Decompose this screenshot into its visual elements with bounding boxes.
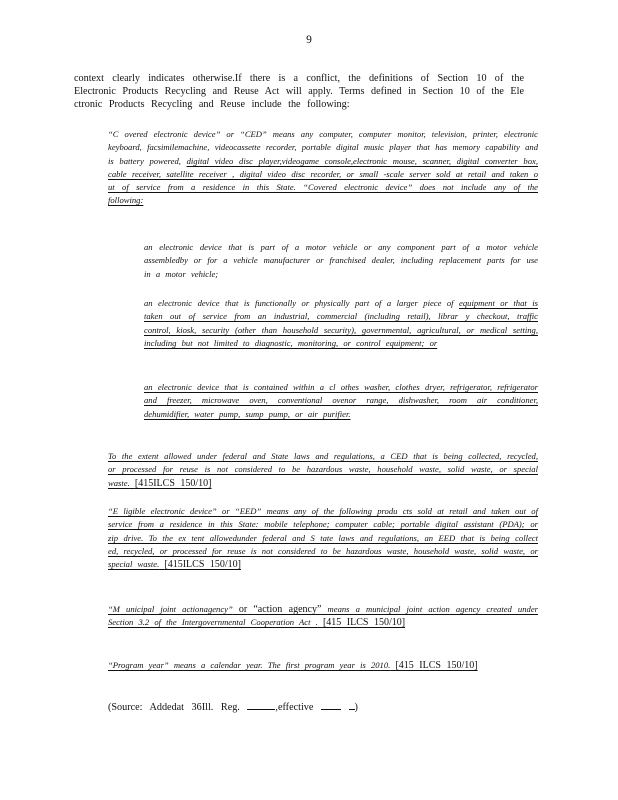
eed-definition xyxy=(108,505,538,571)
source-note xyxy=(108,699,358,713)
exclusion-item-3 xyxy=(144,381,538,421)
ced-definition-underlined: digital video disc player,videogame console,electronic mouse, scanner, digital converter box, cable receiver, satellite receiver , digital video disc recorder, or small -scale server sold at retail and taken o ut of service from a residence in this State. “Covered electronic device” does not include any of the following: xyxy=(108,155,538,206)
program-year-text: “Program year” means a calendar year. The first program year is 2010. xyxy=(108,660,391,670)
exclusion-item-1 xyxy=(144,241,538,281)
mjaa-term: “M unicipal joint actionagency” xyxy=(108,604,233,614)
mjaa-or: or xyxy=(238,604,248,615)
exclusion-2-underlined: equipment or that is taken out of service from an industrial, commercial (including retail), librar y checkout, traffic control, kiosk, security (other than household security), governmental, agricultural, or medical setting, including but not limited to diagnostic, monitoring, or control equipment; or xyxy=(144,298,538,348)
page-number: 9 xyxy=(306,34,312,46)
program-year-citation: [415 ILCS 150/10] xyxy=(395,660,478,671)
source-date-blank xyxy=(321,699,341,710)
exclusion-3-underlined: an electronic device that is contained within a cl othes washer, clothes dryer, refrigerator, refrigerator and freezer, microwave oven, conventional ovenor range, dishwasher, room air conditioner, dehumidifier, water pump, sump pump, or air purifier. xyxy=(144,382,538,419)
exclusion-2-text: an electronic device that is functionally or physically part of a larger piece of xyxy=(144,298,460,308)
source-register-blank xyxy=(247,699,275,710)
source-close: ) xyxy=(354,702,358,713)
mjaa-rest: means a municipal joint action agency created under Section 3.2 of the Intergovernmental Cooperation Act . xyxy=(108,604,538,628)
ced-hazard-note-citation: [415ILCS 150/10] xyxy=(134,477,212,489)
source-text-1: Addedat 36Ill. Reg. xyxy=(149,702,240,713)
eed-definition-citation: [415ILCS 150/10] xyxy=(164,559,241,571)
ced-definition xyxy=(108,128,538,208)
eed-definition-text: “E ligible electronic device” or “EED” means any of the following produ cts sold at retail and taken out of service from a residence in this State: mobile telephone; computer cable; portable digital assistant (PDA); or zip drive. To the ex tent allowedunder federal and S tate laws and regulations, an EED that is being collect ed, recycled, or processed for reuse is not considered to be hazardous waste, household waste, solid waste, or special waste. xyxy=(108,506,538,570)
ced-definition-lead: “C overed electronic device” or “CED” means any computer, computer monitor, television, printer, electronic keyboard, facsimilemachine, videocassette recorder, portable digital music player that has memory capability and is battery powered, xyxy=(108,129,538,166)
mjaa-citation: [415 ILCS 150/10] xyxy=(322,617,406,629)
exclusion-1-text: an electronic device that is part of a motor vehicle or any component part of a motor vehicle assembledby or for a vehicle manufacturer or franchised dealer, including replacement parts for use in a motor vehicle; xyxy=(144,242,538,279)
exclusion-item-2 xyxy=(144,297,538,350)
ced-hazard-note-text: To the extent allowed under federal and State laws and regulations, a CED that is being collected, recycled, or processed for reuse is not considered to be hazardous waste, household waste, solid waste, or special waste. xyxy=(108,451,538,488)
intro-paragraph: context clearly indicates otherwise.If there is a conflict, the definitions of Section 10 of the Electronic Products Recycling and Reuse Act will apply. Terms defined in Section 10 of the Ele ctronic Products Recycling and Reuse include the following: xyxy=(74,73,524,111)
ced-hazard-note xyxy=(108,450,538,490)
mjaa-term2: “action agency” xyxy=(253,604,322,615)
source-open: (Source: xyxy=(108,702,143,713)
mjaa-definition xyxy=(108,603,538,630)
source-text-2: ,effective xyxy=(275,702,314,713)
program-year-definition xyxy=(108,659,538,672)
